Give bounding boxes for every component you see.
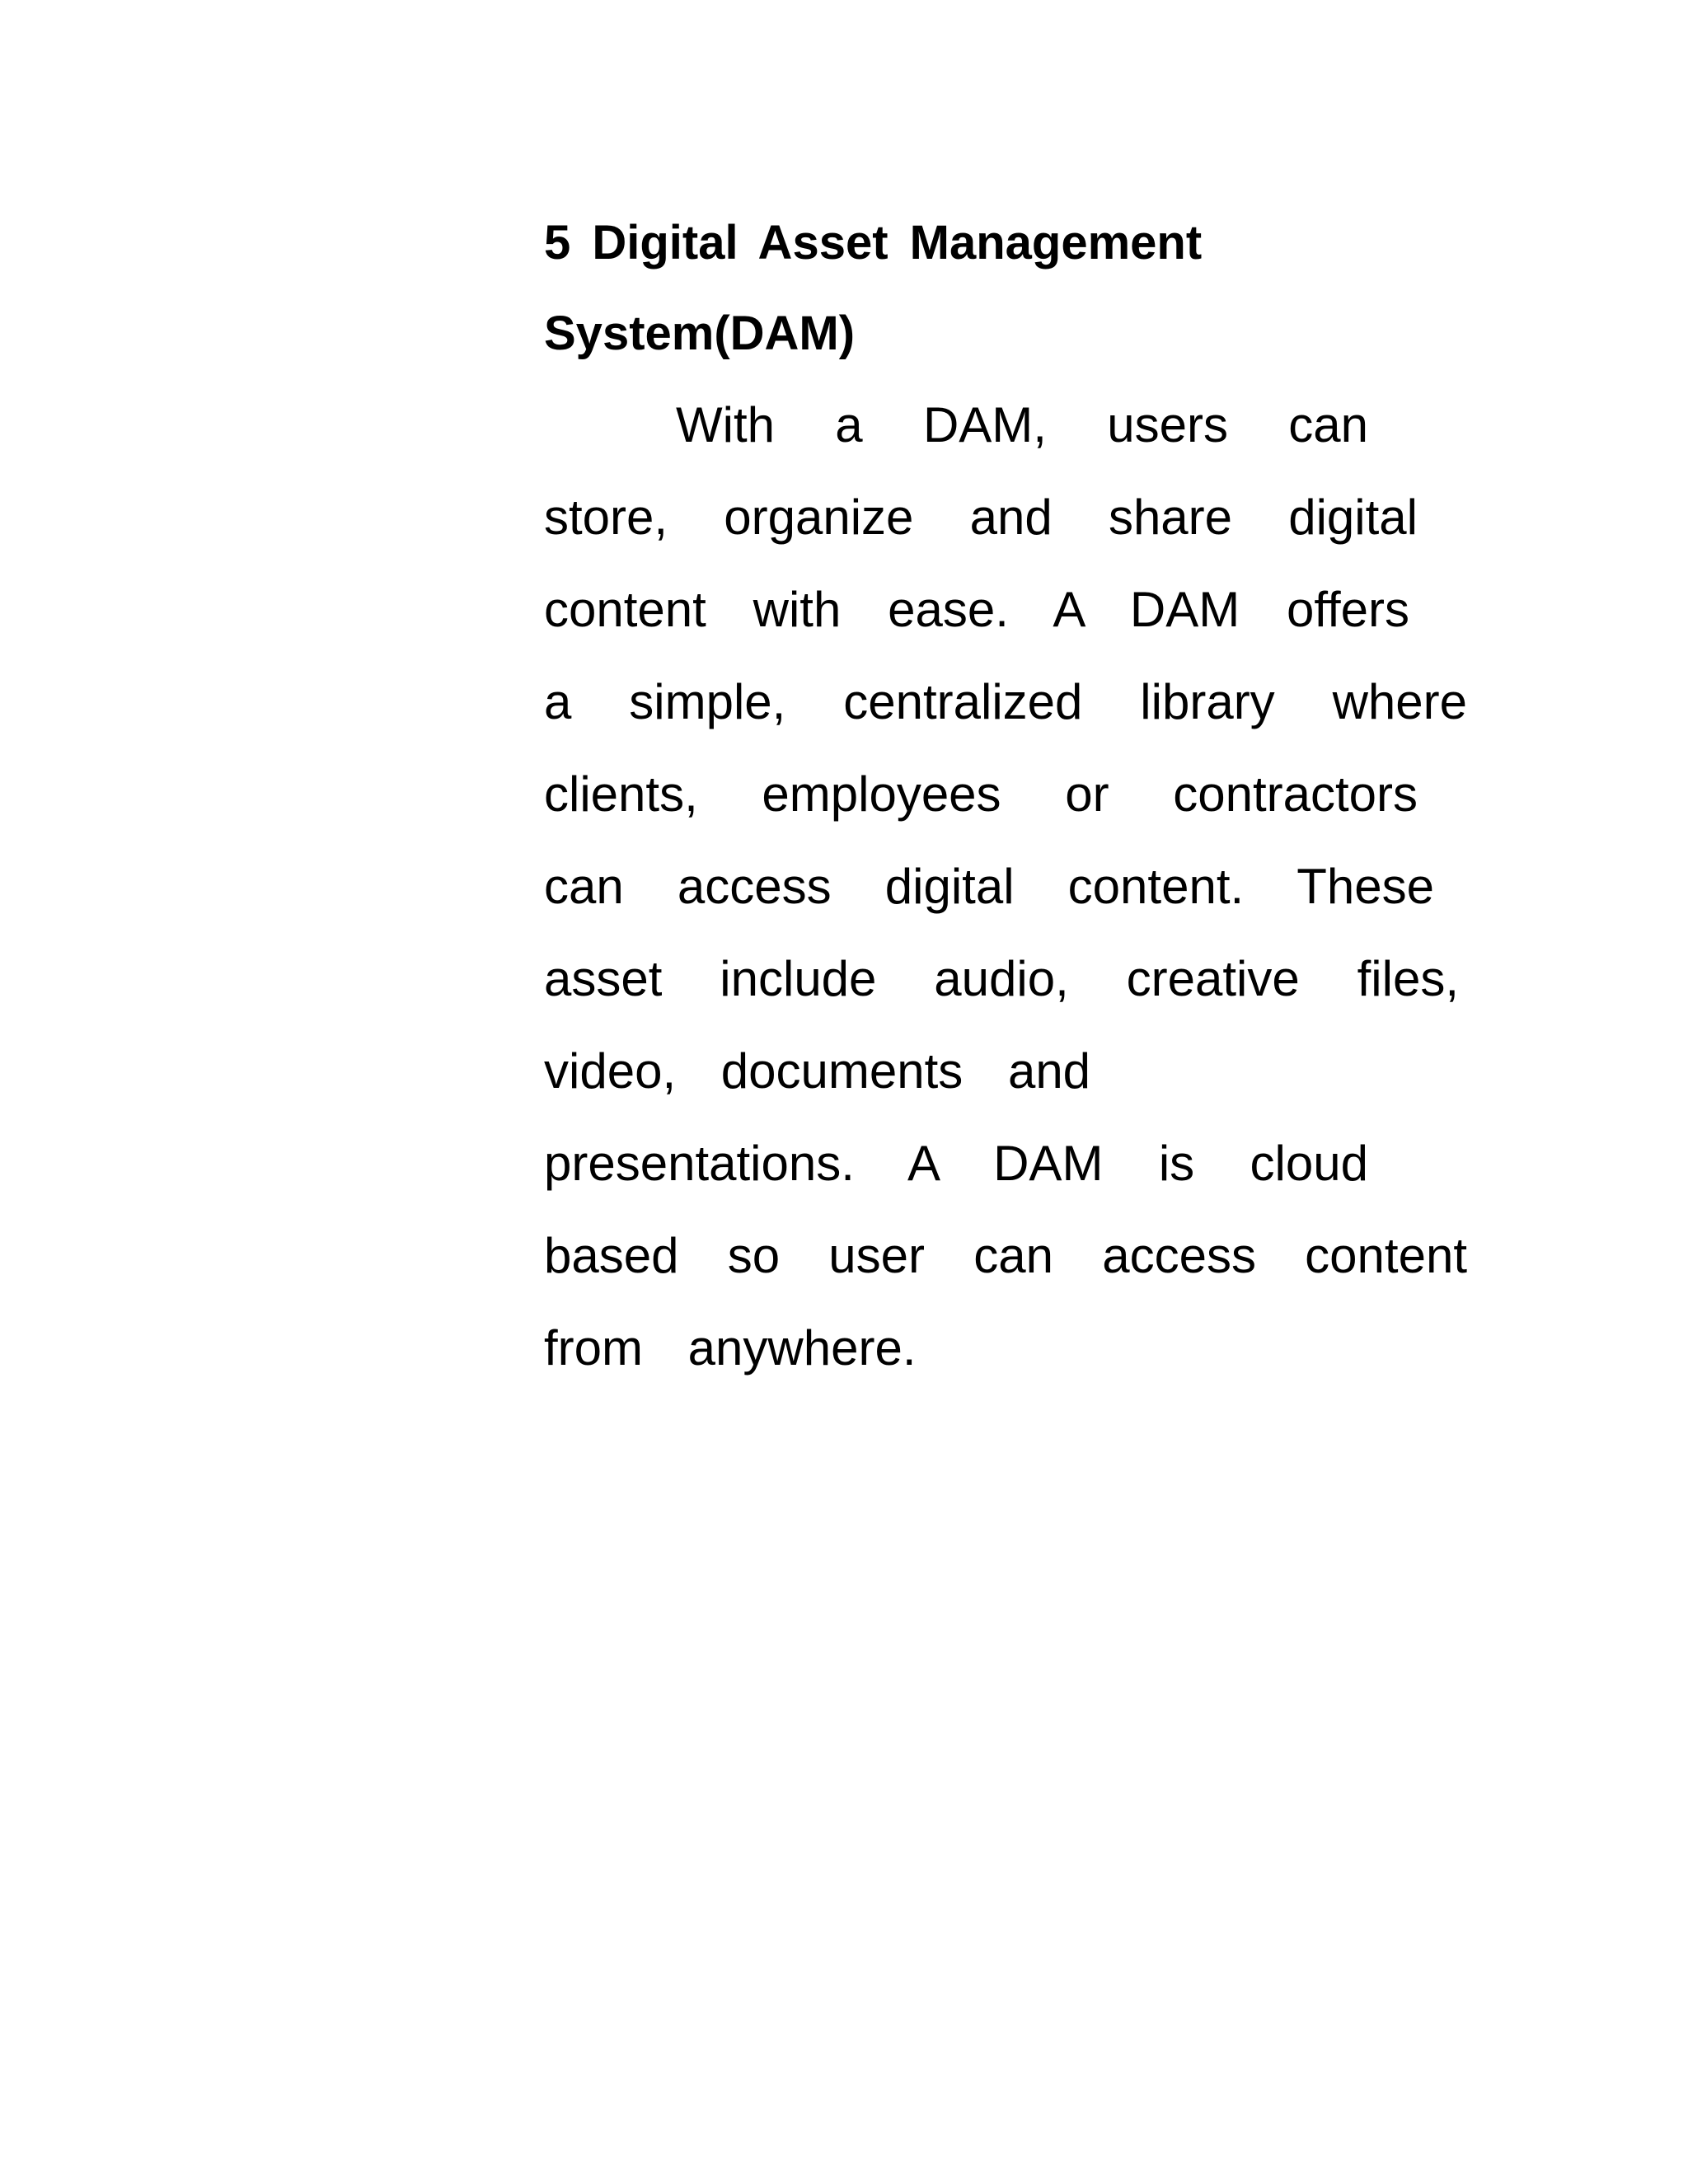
paragraph-line: based so user can access content [544, 1228, 1467, 1283]
section-heading-line: System(DAM) [544, 307, 856, 360]
body-paragraph [544, 379, 1467, 1394]
paragraph-line: clients, employees or contractors [544, 766, 1418, 822]
section-heading-line: 5 Digital Asset Management [544, 216, 1203, 269]
section-heading [544, 198, 1467, 379]
document-content [544, 198, 1467, 1394]
paragraph-line: With a DAM, users can [676, 397, 1368, 452]
paragraph-line: a simple, centralized library where [544, 674, 1467, 729]
paragraph-line: presentations. A DAM is cloud [544, 1136, 1368, 1191]
paragraph-line: can access digital content. These [544, 859, 1434, 914]
paragraph-line: content with ease. A DAM offers [544, 582, 1409, 637]
paragraph-line: video, documents and [544, 1043, 1091, 1099]
paragraph-line: asset include audio, creative files, [544, 951, 1459, 1006]
paragraph-line: store, organize and share digital [544, 490, 1418, 545]
paragraph-line: from anywhere. [544, 1320, 917, 1376]
